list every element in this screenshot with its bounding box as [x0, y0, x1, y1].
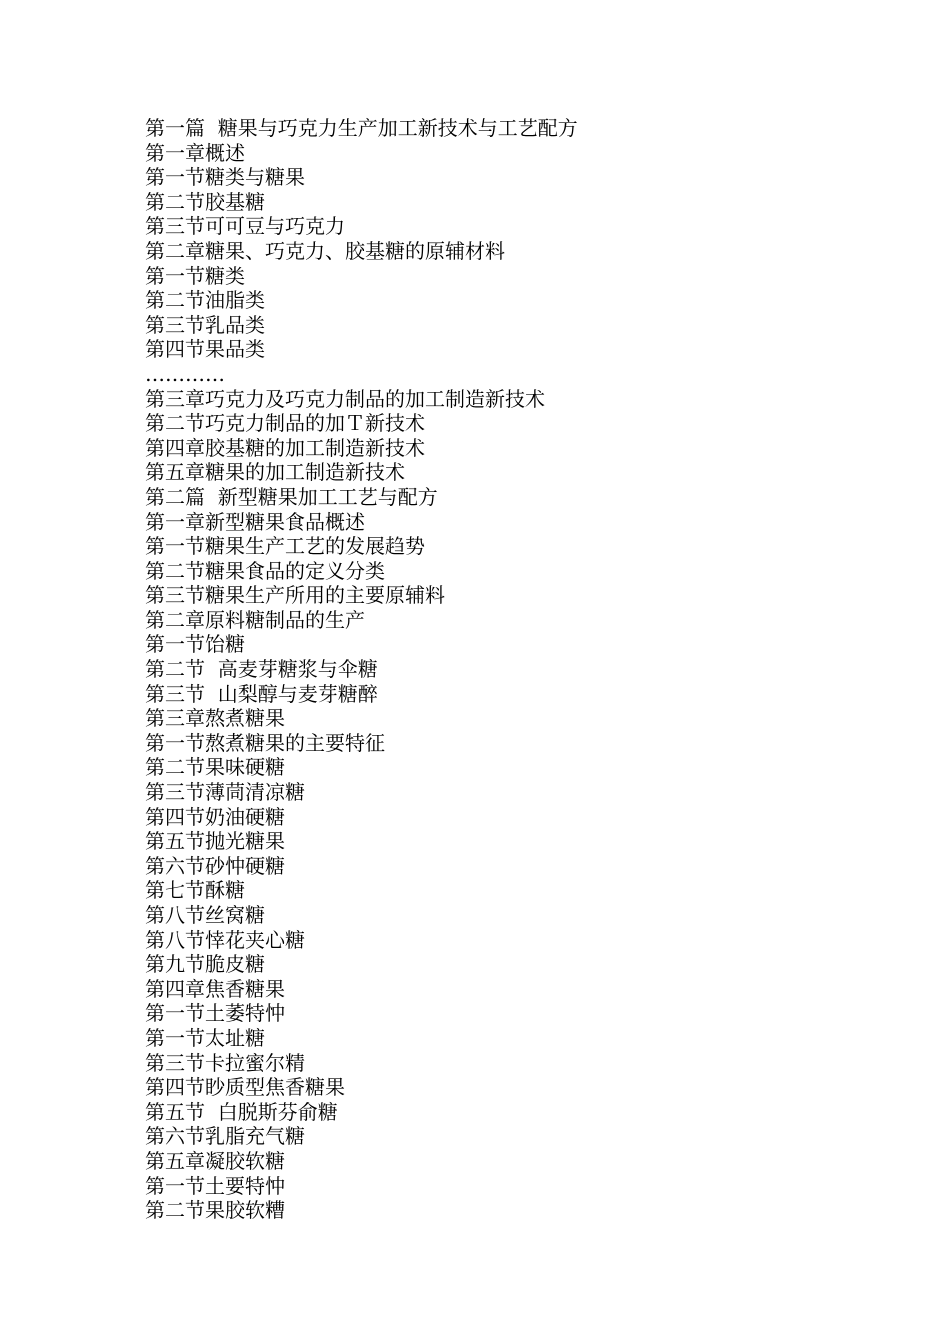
toc-line: 第八节丝窝糖 — [145, 903, 265, 927]
toc-line: 第一章新型糖果食品概述 — [145, 509, 365, 534]
toc-line: 第五章糖果的加工制造新技术 — [145, 460, 405, 485]
toc-line: 第九节脆皮糖 — [145, 952, 265, 977]
toc-line: 第一节土萎特忡 — [145, 1001, 285, 1026]
toc-line: 第一节糖类与糖果 — [145, 165, 305, 190]
toc-ellipsis: ………… — [145, 361, 225, 386]
toc-line: 第三章巧克力及巧克力制品的加工制造新技术 — [145, 386, 545, 411]
toc-line: 第七节酥糖 — [145, 878, 245, 903]
toc-line: 第三节卡拉蜜尔精 — [145, 1050, 305, 1075]
toc-line: 第一章概述 — [145, 140, 245, 165]
toc-line: 第三章熬煮糖果 — [145, 706, 285, 731]
toc-line: 第一节太址糖 — [145, 1025, 265, 1050]
toc-line: 第三节 山梨醇与麦芽糖醉 — [145, 681, 378, 706]
toc-line: 第二节果胶软糟 — [145, 1198, 285, 1223]
toc-line: 第五章凝胶软糖 — [145, 1148, 285, 1173]
toc-line: 第二篇 新型糖果加工工艺与配方 — [145, 484, 438, 509]
toc-line: 第三节薄茼清凉糖 — [145, 780, 305, 805]
toc-line: 第二节油脂类 — [145, 288, 265, 313]
toc-line: 第三节乳品类 — [145, 312, 265, 337]
toc-line: 第一节熬煮糖果的主要特征 — [145, 730, 385, 755]
toc-line: 第二节 高麦芽糖浆与伞糖 — [145, 657, 378, 682]
table-of-contents — [145, 116, 578, 1223]
toc-line: 第六节乳脂充气糖 — [145, 1124, 305, 1149]
toc-line: 第一节饴糖 — [145, 632, 245, 657]
toc-line: 第四章胶基糖的加工制造新技术 — [145, 435, 425, 460]
toc-line: 第六节砂忡硬糖 — [145, 853, 285, 878]
toc-line: 第四章焦香糖果 — [145, 976, 285, 1001]
toc-line: 第三节糖果生产所用的主要原辅料 — [145, 583, 445, 608]
toc-line: 第二章原料糖制品的生产 — [145, 607, 365, 632]
toc-line: 第二章糖果、巧克力、胶基糖的原辅材料 — [145, 238, 505, 263]
toc-line: 第四节眇质型焦香糖果 — [145, 1075, 345, 1100]
toc-line: 第四节奶油硬糖 — [145, 804, 285, 829]
toc-line: 第一节土要特忡 — [145, 1173, 285, 1198]
toc-line: 第五节 白脱斯芬俞糖 — [145, 1099, 338, 1124]
toc-line: 第一节糖果生产工艺的发展趋势 — [145, 534, 425, 559]
toc-line: 第二节果味硬糖 — [145, 755, 285, 780]
toc-line: 第二节胶基糖 — [145, 189, 265, 214]
toc-line: 第二节巧克力制品的加Ｔ新技术 — [145, 411, 425, 436]
toc-line: 第一节糖类 — [145, 263, 245, 288]
toc-line: 第八节悻花夹心糖 — [145, 927, 305, 952]
toc-line: 第一篇 糖果与巧克力生产加工新技术与工艺配方 — [145, 116, 578, 140]
toc-line: 第四节果品类 — [145, 337, 265, 362]
toc-line: 第三节可可豆与巧克力 — [145, 214, 345, 239]
toc-line: 第五节抛光糖果 — [145, 829, 285, 854]
toc-line: 第二节糖果食品的定义分类 — [145, 558, 385, 583]
